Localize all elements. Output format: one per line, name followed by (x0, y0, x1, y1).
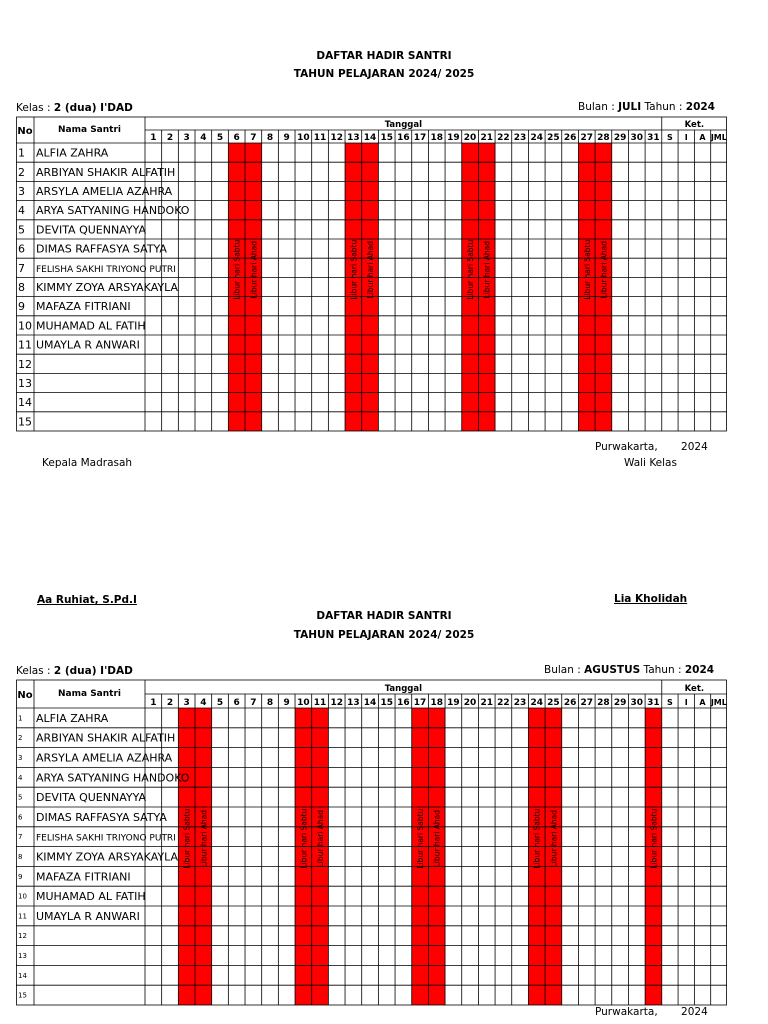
day-number: 7 (250, 133, 257, 143)
header-tanggal: Tanggal (384, 120, 423, 130)
header-ket: Ket. (684, 120, 705, 130)
place: Purwakarta, (595, 1006, 658, 1018)
day-number: 20 (463, 698, 477, 708)
day-number: 14 (363, 133, 377, 143)
day-number: 6 (233, 698, 240, 708)
bulan-label: Bulan : (578, 101, 615, 113)
tahun-label: Tahun : (643, 664, 682, 676)
kelas-info (16, 665, 133, 677)
day-number: 9 (283, 133, 290, 143)
day-number: 8 (266, 698, 274, 708)
student-name: ALFIA ZAHRA (36, 146, 109, 160)
holiday-label: Libur hari Sabtu (299, 808, 309, 869)
day-number: 2 (166, 133, 174, 143)
day-number: 10 (297, 698, 310, 708)
tahun-value: 2024 (685, 101, 715, 113)
row-number: 1 (18, 146, 25, 160)
sheet-subtitle: TAHUN PELAJARAN 2024/ 2025 (293, 629, 475, 641)
student-name: MAFAZA FITRIANI (36, 300, 131, 314)
day-number: 11 (313, 133, 327, 143)
attendance-table (16, 679, 727, 1009)
day-number: 24 (530, 133, 544, 143)
bulan-info (544, 664, 714, 676)
row-number: 11 (18, 912, 27, 921)
day-number: 10 (297, 133, 310, 143)
holiday-label: Libur hari Ahad (549, 809, 559, 868)
table-body (16, 680, 727, 1005)
day-number: 1 (150, 133, 157, 143)
header-nama: Nama Santri (58, 689, 121, 699)
day-number: 13 (347, 698, 360, 708)
row-number: 14 (18, 971, 27, 980)
bulan-value: JULI (618, 101, 642, 113)
tahun-value: 2024 (684, 664, 715, 676)
student-name: KIMMY ZOYA ARSYAKAYLA (36, 281, 178, 294)
day-number: 29 (613, 133, 627, 143)
day-number: 13 (347, 133, 360, 143)
holiday-label: Libur hari Sabtu (416, 808, 426, 869)
row-number: 5 (18, 223, 25, 237)
day-number: 23 (513, 698, 527, 708)
holiday-label: Libur hari Sabtu (349, 239, 359, 300)
row-number: 2 (18, 734, 23, 743)
holiday-label: Libur hari Sabtu (182, 808, 192, 869)
header-tanggal: Tanggal (384, 684, 423, 694)
day-number: 15 (380, 698, 393, 708)
header-ket: Ket. (684, 684, 705, 694)
day-number: 29 (613, 698, 627, 708)
row-number: 15 (18, 991, 27, 1000)
header-no: No (17, 690, 33, 701)
ket-column-header: A (699, 698, 706, 707)
day-number: 19 (447, 133, 460, 143)
day-number: 31 (647, 133, 660, 143)
holiday-label: Libur hari Ahad (316, 809, 326, 868)
row-number: 10 (18, 319, 32, 333)
day-number: 21 (480, 133, 494, 143)
sheet-title: DAFTAR HADIR SANTRI (316, 610, 452, 622)
holiday-label: Libur hari Ahad (432, 809, 442, 868)
row-number: 2 (18, 165, 25, 179)
ket-column-header: JML (710, 698, 727, 707)
bulan-label: Bulan : (544, 664, 581, 676)
wali-label: Wali Kelas (624, 457, 677, 469)
day-number: 22 (497, 698, 510, 708)
day-number: 16 (397, 133, 410, 143)
student-name: UMAYLA R ANWARI (36, 909, 140, 923)
day-number: 18 (430, 133, 443, 143)
ket-column-header: I (684, 698, 688, 707)
day-number: 22 (497, 133, 510, 143)
row-number: 15 (18, 415, 32, 429)
day-number: 6 (233, 133, 240, 143)
student-name: ARSYLA AMELIA AZAHRA (36, 751, 173, 765)
student-name: ARYA SATYANING HANDOKO (36, 771, 190, 785)
day-number: 25 (547, 133, 560, 143)
student-name: DEVITA QUENNAYYA (36, 223, 146, 237)
holiday-label: Libur hari Ahad (199, 809, 209, 868)
row-number: 12 (18, 932, 27, 941)
day-number: 30 (630, 133, 644, 143)
day-number: 24 (530, 698, 544, 708)
student-name: DEVITA QUENNAYYA (36, 791, 146, 805)
day-number: 11 (313, 698, 327, 708)
kelas-label: Kelas : (16, 665, 51, 677)
day-number: 3 (183, 698, 190, 708)
row-number: 3 (18, 754, 23, 762)
day-number: 2 (166, 698, 174, 708)
row-number: 6 (18, 242, 25, 256)
day-number: 8 (266, 133, 274, 143)
bulan-value: AGUSTUS (584, 664, 641, 676)
day-number: 27 (580, 698, 594, 708)
kelas-value: 2 (dua) I'DAD (53, 102, 133, 114)
day-number: 4 (200, 133, 207, 143)
student-name: ARBIYAN SHAKIR ALFATIH (36, 731, 176, 745)
day-number: 27 (580, 133, 594, 143)
ket-column-header: S (667, 698, 673, 707)
student-name: MAFAZA FITRIANI (36, 870, 131, 884)
student-name: FELISHA SAKHI TRIYONO PUTRI (36, 833, 176, 844)
row-number: 9 (18, 300, 25, 314)
holiday-label: Libur hari Ahad (599, 241, 609, 299)
tahun-label: Tahun : (644, 101, 683, 113)
row-number: 5 (18, 793, 23, 802)
row-number: 1 (18, 714, 23, 723)
header-no: No (17, 126, 33, 137)
holiday-label: Libur hari Sabtu (232, 239, 242, 300)
row-number: 7 (18, 261, 25, 275)
row-number: 6 (18, 813, 23, 822)
day-number: 7 (250, 698, 257, 708)
day-number: 5 (216, 698, 224, 708)
day-number: 17 (413, 133, 427, 143)
row-number: 9 (18, 872, 23, 881)
sheet-title: DAFTAR HADIR SANTRI (316, 50, 452, 62)
day-number: 28 (597, 698, 610, 708)
student-name: FELISHA SAKHI TRIYONO PUTRI (36, 264, 176, 275)
row-number: 3 (18, 185, 25, 198)
holiday-label: Libur hari Sabtu (466, 239, 476, 300)
day-number: 14 (363, 698, 377, 708)
day-number: 12 (330, 698, 343, 708)
row-number: 12 (18, 357, 32, 371)
sheet-subtitle: TAHUN PELAJARAN 2024/ 2025 (293, 68, 475, 80)
year: 2024 (681, 1006, 708, 1018)
header-nama: Nama Santri (58, 125, 121, 135)
day-number: 1 (150, 698, 157, 708)
student-name: ARYA SATYANING HANDOKO (36, 204, 190, 218)
day-number: 28 (597, 133, 610, 143)
row-number: 10 (18, 892, 27, 901)
day-number: 21 (480, 698, 494, 708)
row-number: 4 (18, 204, 25, 218)
holiday-label: Libur hari Sabtu (582, 239, 592, 300)
day-number: 26 (563, 133, 577, 143)
ket-column-header: A (699, 133, 706, 142)
student-name: MUHAMAD AL FATIH (36, 890, 146, 904)
day-number: 31 (647, 698, 660, 708)
row-number: 8 (18, 853, 23, 861)
wali-name: Lia Kholidah (614, 593, 688, 605)
holiday-label: Libur hari Sabtu (532, 808, 542, 869)
row-number: 7 (18, 833, 23, 842)
day-number: 4 (200, 698, 207, 708)
day-number: 5 (216, 133, 224, 143)
student-name: ARSYLA AMELIA AZAHRA (36, 185, 173, 198)
row-number: 11 (18, 338, 32, 352)
row-number: 14 (18, 396, 32, 410)
ket-column-header: I (684, 133, 688, 142)
row-number: 8 (18, 281, 25, 294)
holiday-label: Libur hari Ahad (482, 241, 492, 299)
holiday-label: Libur hari Sabtu (649, 808, 659, 869)
student-name: MUHAMAD AL FATIH (36, 319, 146, 333)
holiday-label: Libur hari Ahad (249, 241, 259, 299)
day-number: 25 (547, 698, 560, 708)
day-number: 16 (397, 698, 410, 708)
year: 2024 (681, 441, 708, 453)
student-name: ALFIA ZAHRA (36, 711, 109, 725)
student-name: ARBIYAN SHAKIR ALFATIH (36, 165, 176, 179)
student-name: DIMAS RAFFASYA SATYA (36, 810, 167, 824)
place-date (595, 1006, 708, 1018)
place: Purwakarta, (595, 441, 658, 453)
day-number: 23 (513, 133, 527, 143)
day-number: 18 (430, 698, 443, 708)
day-number: 19 (447, 698, 460, 708)
day-number: 26 (563, 698, 577, 708)
day-number: 3 (183, 133, 190, 143)
day-number: 15 (380, 133, 393, 143)
kelas-label: Kelas : (16, 102, 51, 114)
row-number: 13 (18, 377, 32, 390)
ket-column-header: S (667, 133, 673, 142)
day-number: 30 (630, 698, 644, 708)
student-name: UMAYLA R ANWARI (36, 338, 140, 352)
row-number: 4 (18, 773, 23, 782)
student-name: DIMAS RAFFASYA SATYA (36, 242, 167, 256)
kelas-value: 2 (dua) I'DAD (53, 665, 133, 677)
holiday-label: Libur hari Ahad (366, 241, 376, 299)
kepala-label: Kepala Madrasah (42, 457, 133, 469)
day-number: 9 (283, 698, 290, 708)
kepala-name: Aa Ruhiat, S.Pd.I (37, 594, 137, 606)
day-number: 12 (330, 133, 343, 143)
day-number: 17 (413, 698, 427, 708)
row-number: 13 (18, 952, 27, 960)
student-name: KIMMY ZOYA ARSYAKAYLA (36, 850, 178, 864)
day-number: 20 (463, 133, 477, 143)
ket-column-header: JML (710, 133, 727, 142)
